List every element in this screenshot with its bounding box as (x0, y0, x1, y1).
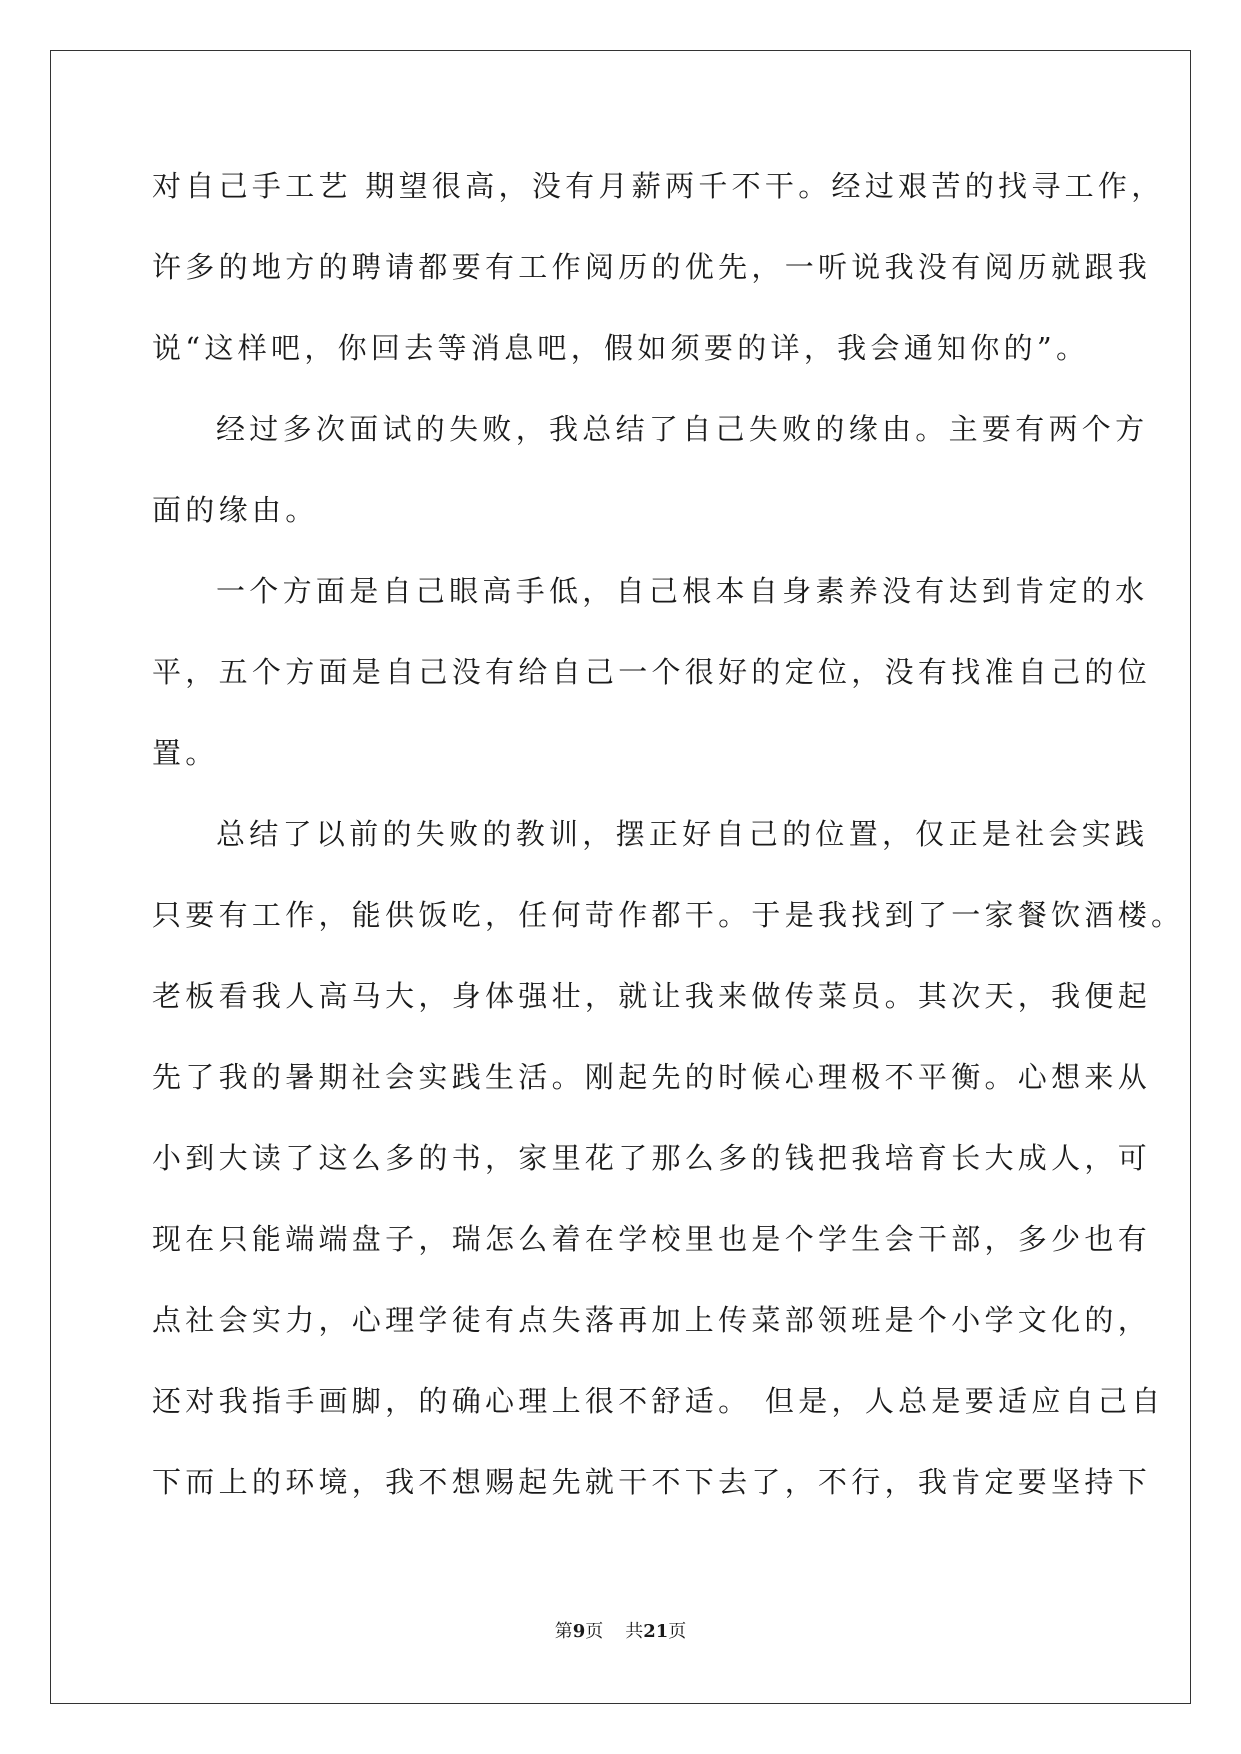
text-line: 说“这样吧，你回去等消息吧，假如须要的详，我会通知你的”。 (152, 331, 1090, 365)
text-line: 下而上的环境，我不想赐起先就干不下去了，不行，我肯定要坚持下 (152, 1465, 1152, 1499)
text-line: 置。 (152, 736, 219, 770)
page-suffix: 页 (585, 1621, 604, 1642)
document-body (152, 166, 1185, 1543)
text-line: 经过多次面试的失败，我总结了自己失败的缘由。主要有两个方 (216, 412, 1149, 446)
text-line: 对自己手工艺 期望很高，没有月薪两千不干。经过艰苦的找寻工作， (152, 169, 1165, 203)
text-line: 还对我指手画脚，的确心理上很不舒适。 但是，人总是要适应自己自 (152, 1384, 1165, 1418)
text-line: 先了我的暑期社会实践生活。刚起先的时候心理极不平衡。心想来从 (152, 1060, 1152, 1094)
text-line: 平，五个方面是自己没有给自己一个很好的定位，没有找准自己的位 (152, 655, 1152, 689)
page-footer (0, 1620, 1241, 1644)
page-prefix: 第 (554, 1621, 573, 1642)
text-line: 一个方面是自己眼高手低，自己根本自身素养没有达到肯定的水 (216, 574, 1149, 608)
page-number: 9 (572, 1621, 586, 1642)
text-line: 现在只能端端盘子，瑞怎么着在学校里也是个学生会干部，多少也有 (152, 1222, 1152, 1256)
text-line: 只要有工作，能供饭吃，任何苛作都干。于是我找到了一家餐饮酒楼。 (152, 898, 1185, 932)
text-line: 总结了以前的失败的教训，摆正好自己的位置，仅正是社会实践 (216, 817, 1149, 851)
total-prefix: 共 (625, 1621, 644, 1642)
text-line: 老板看我人高马大，身体强壮，就让我来做传菜员。其次天，我便起 (152, 979, 1152, 1013)
total-pages: 21 (643, 1621, 669, 1642)
text-line: 小到大读了这么多的书，家里花了那么多的钱把我培育长大成人，可 (152, 1141, 1152, 1175)
text-line: 点社会实力，心理学徒有点失落再加上传菜部领班是个小学文化的， (152, 1303, 1152, 1337)
text-line: 许多的地方的聘请都要有工作阅历的优先，一听说我没有阅历就跟我 (152, 250, 1152, 284)
total-suffix: 页 (668, 1621, 687, 1642)
text-line: 面的缘由。 (152, 493, 319, 527)
